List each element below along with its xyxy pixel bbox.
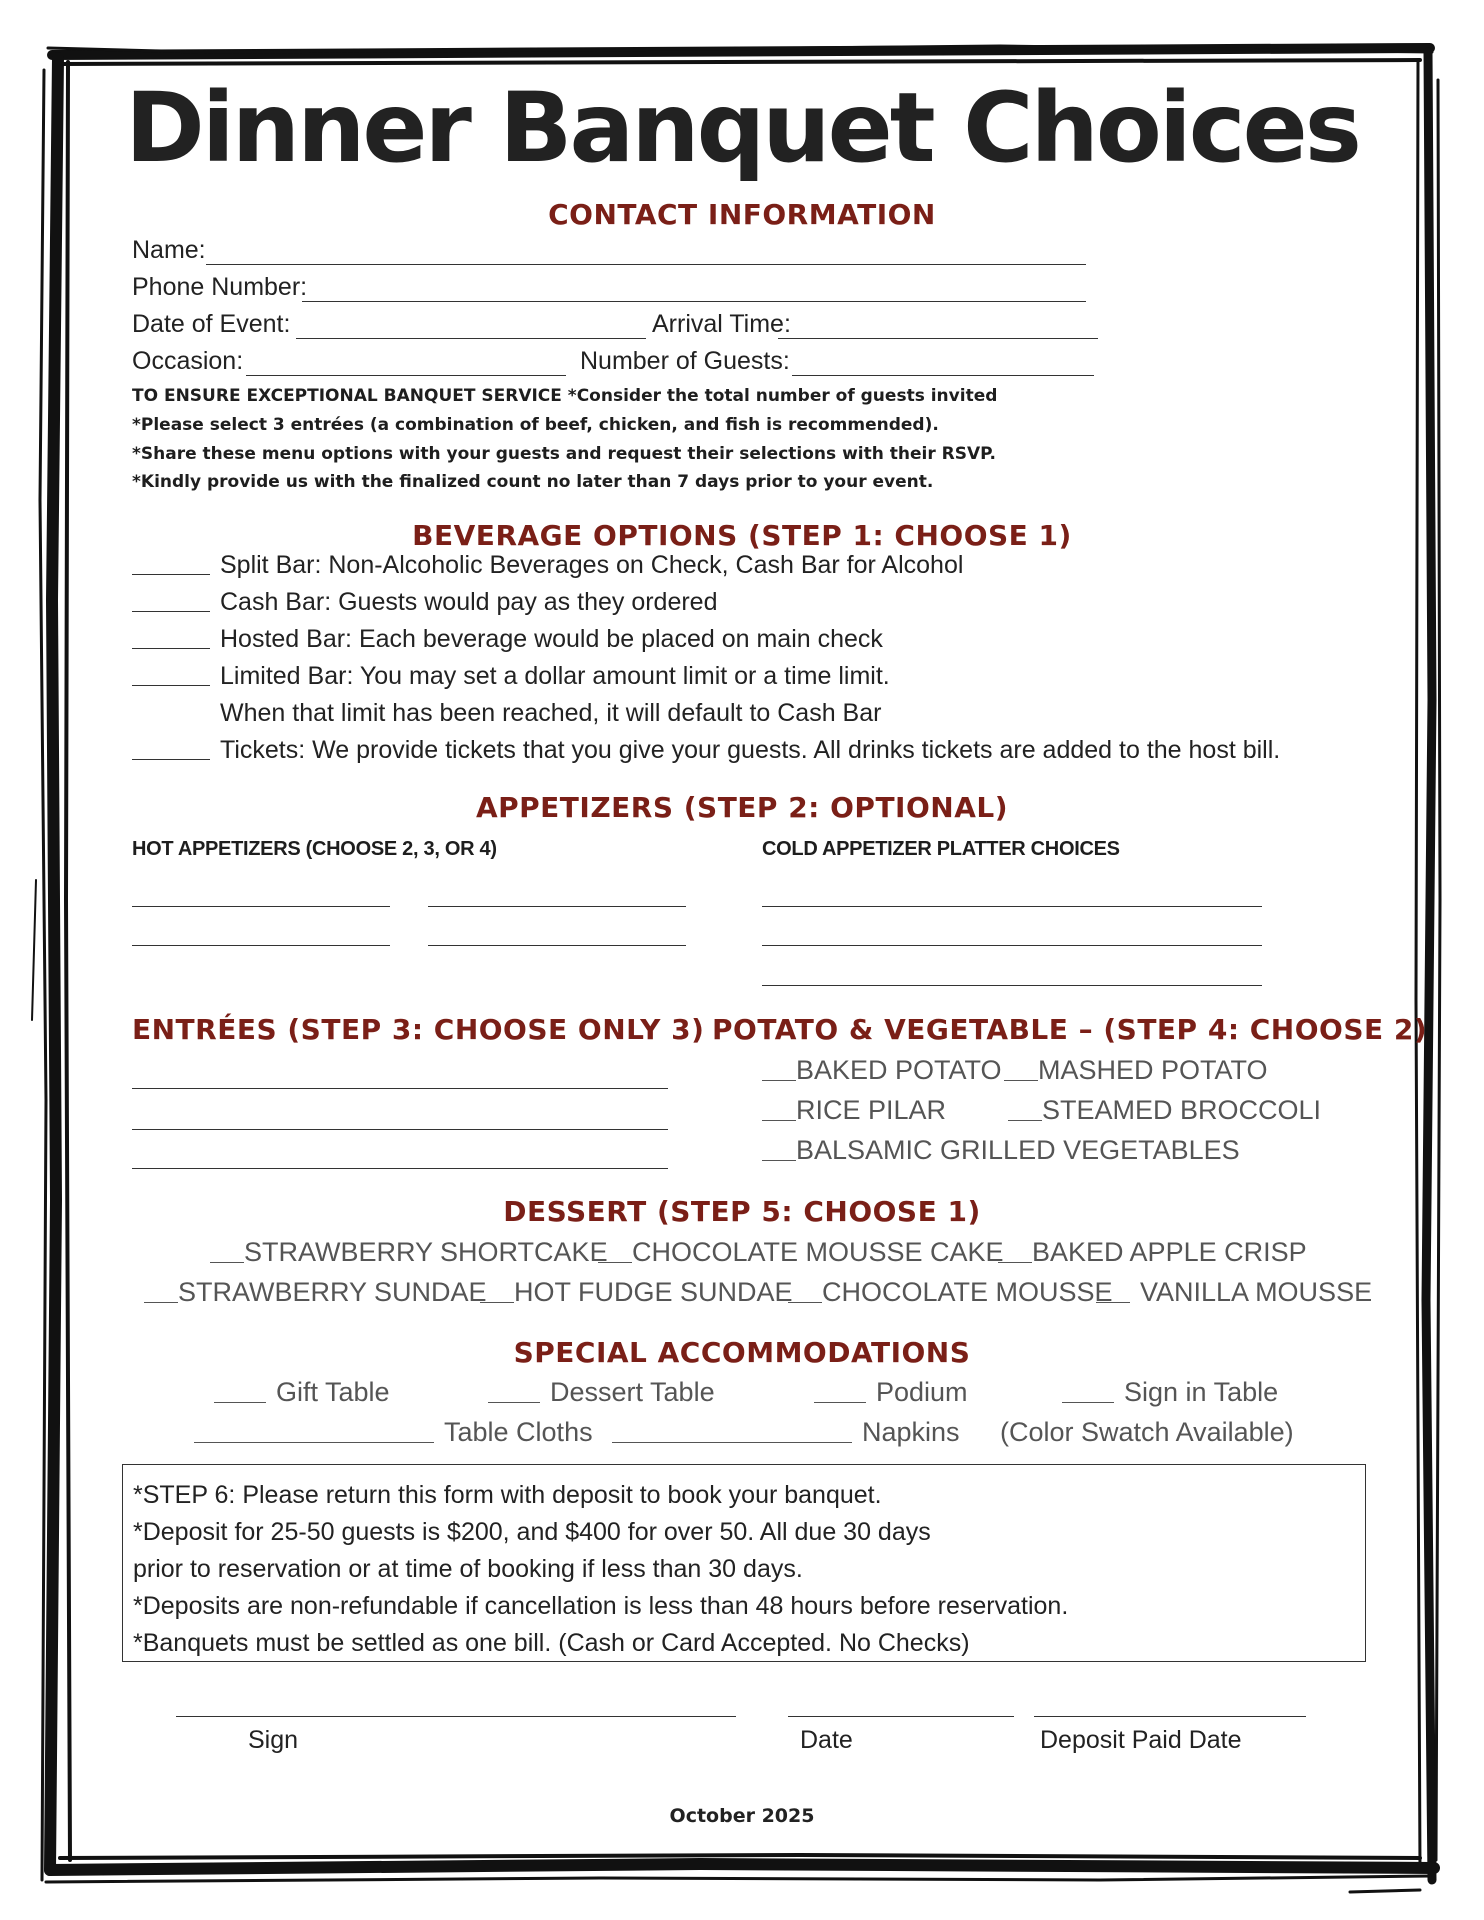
hot-appetizer-field[interactable] [428,906,686,907]
dessert-option[interactable]: HOT FUDGE SUNDAE [480,1277,793,1308]
event-date-field[interactable] [296,338,646,339]
checkbox-blank[interactable] [132,648,210,649]
checkbox-blank[interactable] [132,574,210,575]
checkbox-blank[interactable] [1062,1402,1114,1403]
hot-appetizer-field[interactable] [132,945,390,946]
occasion-field[interactable] [246,375,566,376]
occasion-label: Occasion: [132,347,244,375]
special-option-gift-table[interactable]: Gift Table [214,1377,390,1408]
color-field[interactable] [194,1442,434,1443]
sign-label: Sign [248,1726,299,1754]
checkbox-blank[interactable] [210,1262,244,1263]
event-date-label: Date of Event: [132,310,291,338]
potato-option[interactable]: RICE PILAR [762,1095,946,1126]
arrival-time-field[interactable] [778,338,1098,339]
deposit-line: *STEP 6: Please return this form with deposit to book your banquet. [133,1481,882,1509]
entree-field[interactable] [132,1129,668,1130]
potato-heading: POTATO & VEGETABLE – (STEP 4: CHOOSE 2) [712,1013,1428,1046]
checkbox-blank[interactable] [132,685,210,686]
date-label: Date [800,1726,853,1754]
limited-bar-note: When that limit has been reached, it will default to Cash Bar [220,699,882,727]
potato-option[interactable]: BAKED POTATO [762,1055,1002,1086]
checkbox-blank[interactable] [788,1302,822,1303]
phone-label: Phone Number: [132,273,308,301]
special-option-sign-in-table[interactable]: Sign in Table [1062,1377,1278,1408]
checkbox-blank[interactable] [132,759,210,760]
checkbox-blank[interactable] [762,1080,796,1081]
checkbox-blank[interactable] [1004,1080,1038,1081]
beverage-option-split-bar[interactable] [132,551,963,580]
deposit-line: prior to reservation or at time of booking if less than 30 days. [133,1555,803,1583]
checkbox-blank[interactable] [132,611,210,612]
dessert-option[interactable]: BAKED APPLE CRISP [998,1237,1307,1268]
deposit-line: *Banquets must be settled as one bill. (Cash or Card Accepted. No Checks) [133,1629,970,1657]
note-line: *Kindly provide us with the finalized count no later than 7 days prior to your event. [132,472,934,492]
deposit-paid-date-field[interactable] [1034,1716,1306,1717]
arrival-time-label: Arrival Time: [652,310,791,338]
beverage-option-tickets[interactable] [132,736,1280,765]
potato-option[interactable]: BALSAMIC GRILLED VEGETABLES [762,1135,1240,1166]
dessert-option[interactable]: STRAWBERRY SHORTCAKE [210,1237,608,1268]
dessert-option[interactable]: CHOCOLATE MOUSSE [788,1277,1113,1308]
option-label: Hosted Bar: Each beverage would be placed on main check [220,625,883,653]
entree-field[interactable] [132,1088,668,1089]
checkbox-blank[interactable] [814,1402,866,1403]
dessert-option[interactable]: CHOCOLATE MOUSSE CAKE [598,1237,1004,1268]
checkbox-blank[interactable] [1096,1302,1130,1303]
name-label: Name: [132,236,206,264]
sign-date-field[interactable] [788,1716,1014,1717]
name-field[interactable] [206,264,1086,265]
note-line: TO ENSURE EXCEPTIONAL BANQUET SERVICE *Consider the total number of guests invited [132,386,998,406]
page-title: Dinner Banquet Choices [125,72,1359,184]
beverage-heading: BEVERAGE OPTIONS (STEP 1: CHOOSE 1) [412,519,1072,552]
deposit-line: *Deposit for 25-50 guests is $200, and $400 for over 50. All due 30 days [133,1518,931,1546]
checkbox-blank[interactable] [598,1262,632,1263]
option-label: Cash Bar: Guests would pay as they ordered [220,588,718,616]
dessert-option[interactable]: STRAWBERRY SUNDAE [144,1277,487,1308]
guests-label: Number of Guests: [580,347,790,375]
checkbox-blank[interactable] [480,1302,514,1303]
beverage-option-limited-bar[interactable] [132,662,890,691]
footer-date: October 2025 [669,1805,815,1827]
checkbox-blank[interactable] [488,1402,540,1403]
entrees-heading: ENTRÉES (STEP 3: CHOOSE ONLY 3) [132,1013,705,1046]
checkbox-blank[interactable] [762,1160,796,1161]
checkbox-blank[interactable] [1008,1120,1042,1121]
checkbox-blank[interactable] [998,1262,1032,1263]
phone-field[interactable] [302,301,1086,302]
hot-appetizers-label: HOT APPETIZERS (CHOOSE 2, 3, OR 4) [132,838,497,860]
potato-option[interactable]: STEAMED BROCCOLI [1008,1095,1321,1126]
option-label: Tickets: We provide tickets that you give your guests. All drinks tickets are added to the host bill. [220,736,1281,764]
option-label: Limited Bar: You may set a dollar amount limit or a time limit. [220,662,890,690]
potato-option[interactable]: MASHED POTATO [1004,1055,1268,1086]
special-heading: SPECIAL ACCOMMODATIONS [513,1336,971,1369]
note-line: *Share these menu options with your guests and request their selections with their RSVP. [132,444,996,464]
cold-appetizer-field[interactable] [762,985,1262,986]
special-option-podium[interactable]: Podium [814,1377,968,1408]
note-line: *Please select 3 entrées (a combination of beef, chicken, and fish is recommended). [132,415,939,435]
cold-appetizers-label: COLD APPETIZER PLATTER CHOICES [762,838,1120,860]
special-option-napkins[interactable]: Napkins [612,1417,960,1448]
checkbox-blank[interactable] [762,1120,796,1121]
checkbox-blank[interactable] [144,1302,178,1303]
hot-appetizer-field[interactable] [132,906,390,907]
cold-appetizer-field[interactable] [762,945,1262,946]
entree-field[interactable] [132,1168,668,1169]
checkbox-blank[interactable] [214,1402,266,1403]
deposit-line: *Deposits are non-refundable if cancellation is less than 48 hours before reservation. [133,1592,1069,1620]
hot-appetizer-field[interactable] [428,945,686,946]
option-label: Split Bar: Non-Alcoholic Beverages on Check, Cash Bar for Alcohol [220,551,964,579]
guests-field[interactable] [792,375,1094,376]
dessert-heading: DESSERT (STEP 5: CHOOSE 1) [503,1195,981,1228]
color-swatch-note: (Color Swatch Available) [1000,1417,1294,1447]
deposit-paid-date-label: Deposit Paid Date [1040,1726,1242,1754]
beverage-option-cash-bar[interactable] [132,588,718,617]
dessert-option[interactable]: VANILLA MOUSSE [1096,1277,1372,1308]
cold-appetizer-field[interactable] [762,906,1262,907]
color-field[interactable] [612,1442,852,1443]
signature-field[interactable] [176,1716,736,1717]
beverage-option-hosted-bar[interactable] [132,625,883,654]
special-option-table-cloths[interactable]: Table Cloths [194,1417,593,1448]
appetizers-heading: APPETIZERS (STEP 2: OPTIONAL) [475,791,1009,824]
contact-heading: CONTACT INFORMATION [548,198,936,231]
deposit-info-box [122,1464,1366,1662]
special-option-dessert-table[interactable]: Dessert Table [488,1377,715,1408]
